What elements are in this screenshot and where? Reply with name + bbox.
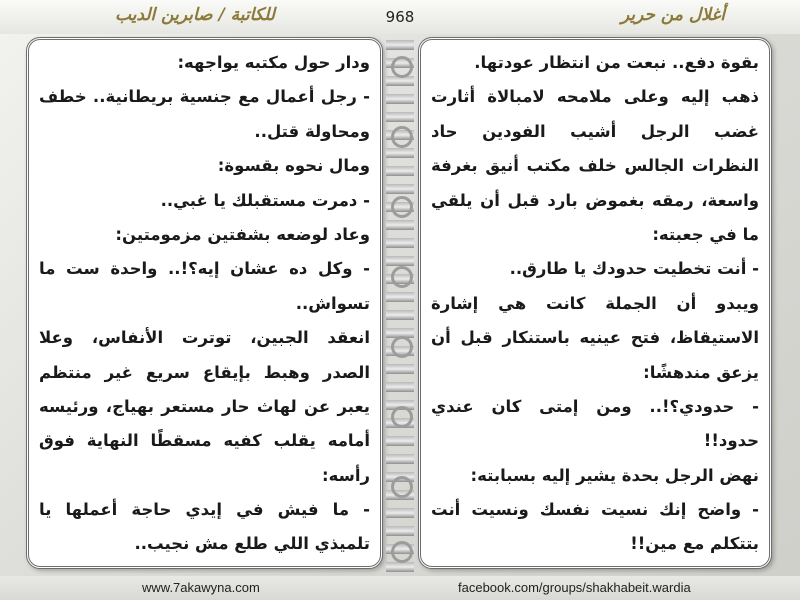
facebook-group-url: facebook.com/groups/shakhabeit.wardia	[458, 580, 691, 595]
text-line: غضب الرجل أشيب الفودين حاد	[431, 121, 759, 141]
text-line: بتتكلم مع مين!!	[630, 534, 759, 554]
text-line: ودار حول مكتبه يواجهه:	[177, 53, 370, 72]
text-line: - دمرت مستقبلك يا غبي..	[160, 190, 370, 210]
header-bar	[0, 0, 800, 34]
text-line: - واضح إنك نسيت نفسك ونسيت أنت	[431, 500, 759, 520]
text-line: ذهب إليه وعلى ملامحه لامبالاة أثارت	[431, 87, 759, 107]
page-number: 968	[385, 8, 415, 26]
text-line: انعقد الجبين، توترت الأنفاس، وعلا	[39, 328, 370, 348]
text-line: أمامه يقلب كفيه مسقطًا النهاية فوق	[39, 431, 370, 451]
text-line: ومحاولة قتل..	[254, 121, 370, 141]
text-line: - حدودي؟!.. ومن إمتى كان عندي	[431, 396, 759, 416]
text-line: ما في جعبته:	[652, 224, 759, 244]
text-line: - رجل أعمال مع جنسية بريطانية.. خطف	[39, 87, 370, 107]
text-line: تسواش..	[295, 293, 370, 313]
text-line: بقوة دفع.. نبعت من انتظار عودتها.	[474, 53, 759, 72]
text-line: يزعق مندهشًا:	[643, 362, 759, 382]
author-credit: للكاتبة / صابرين الديب	[115, 5, 275, 25]
chain-divider	[386, 36, 414, 576]
website-url: www.7akawyna.com	[142, 580, 260, 595]
text-line: - ما فيش في إيدي حاجة أعملها يا	[39, 500, 370, 520]
right-text-panel	[418, 37, 772, 569]
text-line: الاستيقاظ، فتح عينيه باستنكار قبل أن	[431, 328, 759, 348]
text-line: النظرات الجالس خلف مكتب أنيق بغرفة	[431, 156, 759, 176]
text-line: تلميذي اللي طلع مش نجيب..	[134, 534, 370, 554]
text-line: ويبدو أن الجملة كانت هي إشارة	[431, 293, 759, 313]
text-line: وعاد لوضعه بشفتين مزمومتين:	[115, 224, 370, 244]
left-text-panel	[26, 37, 383, 569]
text-line: - وكل ده عشان إيه؟!.. واحدة ست ما	[39, 259, 370, 279]
text-line: واسعة، رمقه بغموض بارد قبل أن يلقي	[431, 190, 759, 210]
text-line: - أنت تخطيت حدودك يا طارق..	[509, 259, 759, 279]
footer-bar	[0, 576, 800, 600]
text-line: حدود!!	[703, 431, 759, 451]
book-title: أغلال من حرير	[621, 5, 725, 25]
text-line: الصدر وهبط بإيقاع سريع غير منتظم	[39, 362, 370, 382]
text-line: رأسه:	[322, 465, 370, 485]
text-line: نهض الرجل بحدة يشير إليه بسبابته:	[470, 465, 759, 485]
text-line: ومال نحوه بقسوة:	[217, 156, 370, 176]
text-line: يعبر عن لهاث حار مستعر بهياج، ورئيسه	[39, 396, 370, 416]
